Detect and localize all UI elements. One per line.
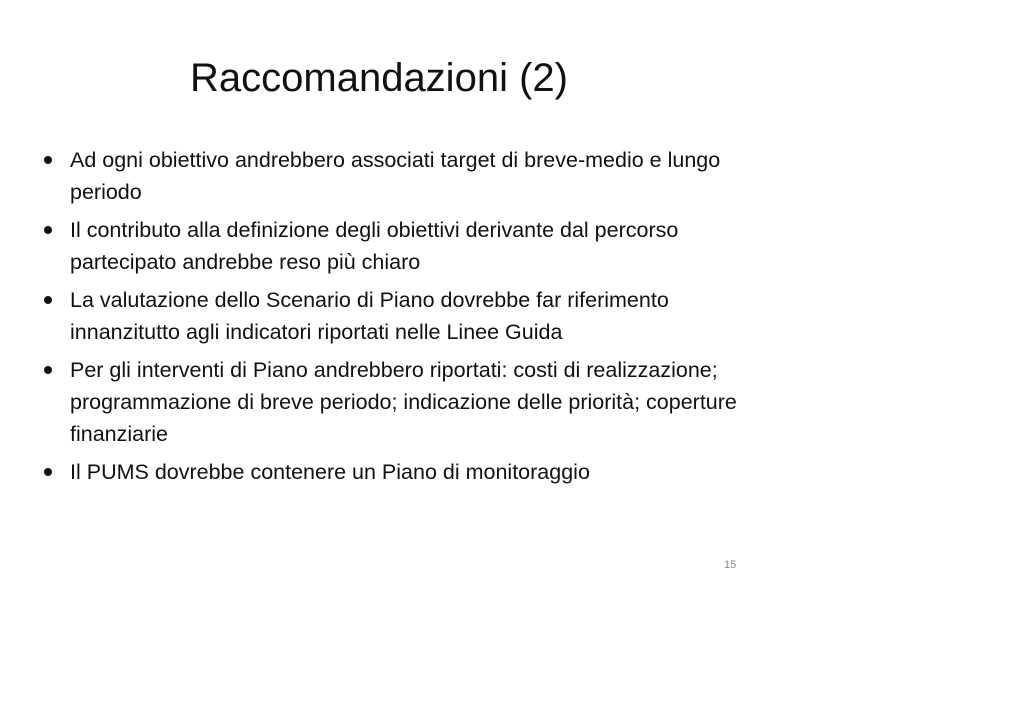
bullet-item bbox=[44, 456, 744, 488]
bullet-item bbox=[44, 354, 744, 450]
bullet-item bbox=[44, 214, 744, 278]
bullet-text: Ad ogni obiettivo andrebbero associati target di breve-medio e lungo periodo bbox=[70, 148, 721, 204]
bullet-text: Il contributo alla definizione degli obiettivi derivante dal percorso partecipato andrebbe reso più chiaro bbox=[70, 218, 679, 274]
bullet-item bbox=[44, 284, 744, 348]
bullet-dot-icon bbox=[44, 226, 52, 234]
bullet-dot-icon bbox=[44, 296, 52, 304]
page-number: 15 bbox=[724, 559, 737, 571]
bullet-dot-icon bbox=[44, 156, 52, 164]
bullet-item bbox=[44, 144, 744, 208]
bullet-text: Il PUMS dovrebbe contenere un Piano di monitoraggio bbox=[70, 460, 590, 484]
bullet-list bbox=[44, 144, 744, 494]
bullet-text: La valutazione dello Scenario di Piano dovrebbe far riferimento innanzitutto agli indicatori riportati nelle Linee Guida bbox=[70, 288, 669, 344]
slide-title: Raccomandazioni (2) bbox=[190, 56, 568, 100]
bullet-dot-icon bbox=[44, 366, 52, 374]
bullet-dot-icon bbox=[44, 468, 52, 476]
bullet-text: Per gli interventi di Piano andrebbero riportati: costi di realizzazione; programmazione di breve periodo; indicazione delle priorità; coperture finanziarie bbox=[70, 358, 737, 446]
